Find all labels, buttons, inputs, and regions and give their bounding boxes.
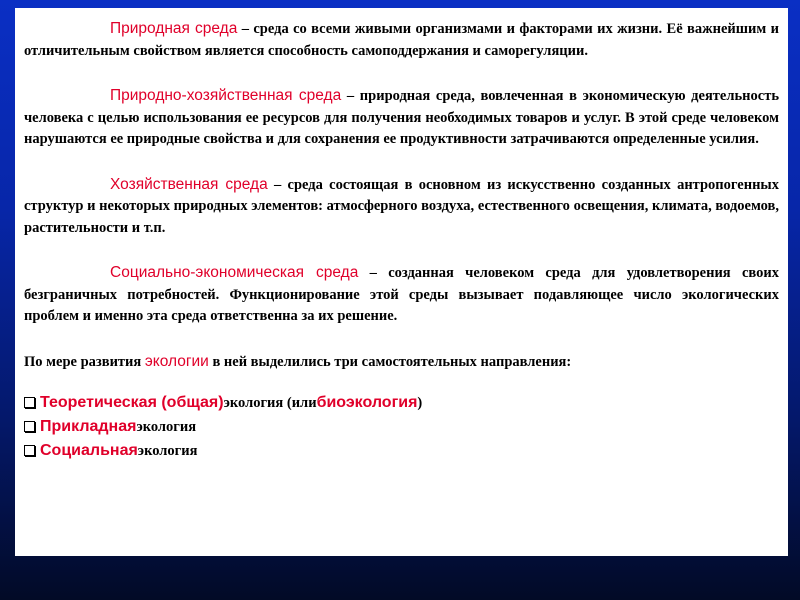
checkbox-bullet-icon [24, 397, 35, 408]
definition-paragraph [24, 262, 779, 328]
slide-content [15, 8, 788, 556]
definition-term: Природная среда [110, 20, 238, 37]
intro-highlight: экологии [144, 352, 209, 370]
list-item [24, 415, 779, 439]
definition-text: – созданная человеком среда для удовлетворения своих безграничных потребностей. Функционирование этой среды вызывает подавляющее число экологических проблем и именно эта среда ответственна за их решение. [24, 265, 779, 324]
direction-name: Социальная [40, 441, 138, 459]
definition-text: – природная среда, вовлеченная в экономическую деятельность человека с целью использования ее ресурсов для получения необходимых товаров и услуг. В этой среде человеком нарушаются ее природные свойства и для сохранения ее продуктивности затрачиваются определенные усилия. [24, 88, 779, 147]
list-item [24, 391, 779, 415]
direction-name: Прикладная [40, 417, 137, 435]
direction-alt-name: биоэкология [316, 393, 418, 411]
definition-text: – среда состоящая в основном из искусственно созданных антропогенных структур и некоторых природных элементов: атмосферного воздуха, естественного освещения, климата, водоемов, растительности и т.п. [24, 176, 779, 236]
checkbox-bullet-icon [24, 445, 35, 456]
definition-paragraph [24, 85, 779, 151]
direction-suffix: экология (или [223, 394, 317, 411]
direction-suffix: экология [136, 418, 197, 435]
directions-list [24, 391, 779, 463]
intro-text-before: По мере развития [24, 353, 145, 370]
list-item [24, 439, 779, 463]
direction-name: Теоретическая (общая) [40, 393, 224, 411]
definition-term: Социально-экономическая среда [110, 264, 359, 281]
direction-suffix-close: ) [417, 394, 423, 411]
definition-paragraph [24, 18, 779, 62]
definition-text: – среда со всеми живыми организмами и факторами их жизни. Её важнейшим и отличительным свойством является способность самоподдержания и саморегуляции. [24, 21, 779, 59]
definition-paragraph [24, 174, 779, 240]
direction-suffix: экология [137, 442, 198, 459]
definition-term: Хозяйственная среда [110, 175, 268, 193]
intro-text-after: в ней выделились три самостоятельных направления: [208, 353, 572, 370]
definition-term: Природно-хозяйственная среда [110, 87, 342, 104]
checkbox-bullet-icon [24, 421, 35, 432]
directions-intro [24, 351, 779, 373]
